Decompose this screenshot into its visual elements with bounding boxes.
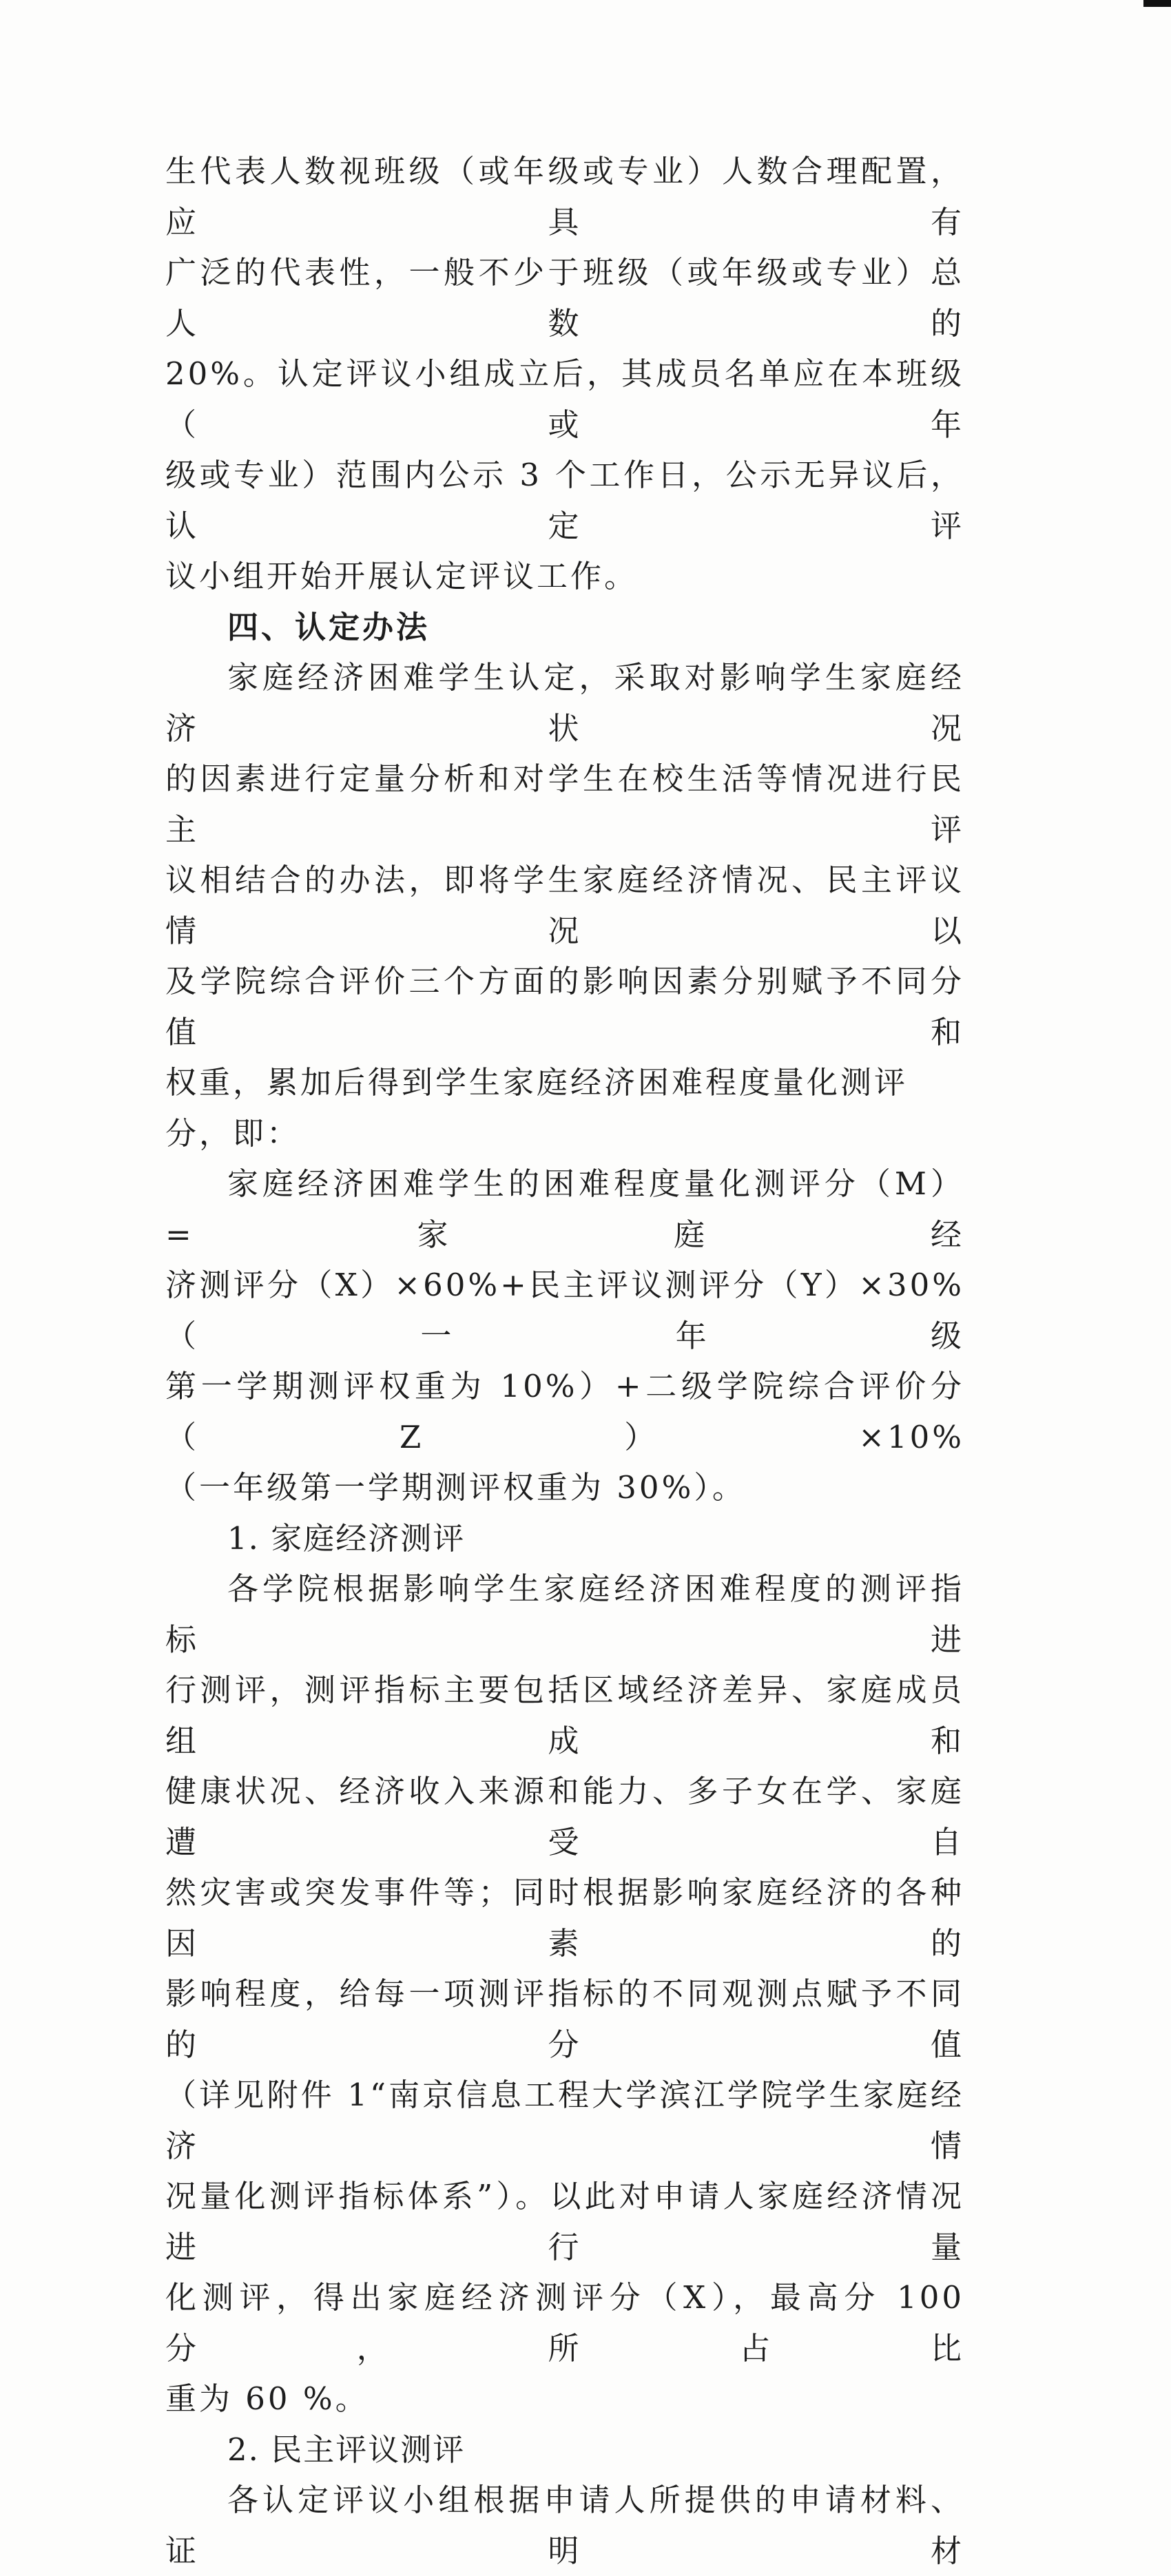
text-line: 影响程度，给每一项测评指标的不同观测点赋予不同的分值 [165, 1975, 964, 2063]
text-line: 各认定评议小组根据申请人所提供的申请材料、证明材 [165, 2482, 964, 2569]
text-line: 议小组开始开展认定评议工作。 [165, 558, 639, 594]
text-line: 化测评，得出家庭经济测评分（X），最高分 100 分，所占比 [165, 2279, 964, 2367]
text-line: 济测评分（X）×60%+民主评议测评分（Y）×30%（一年级 [165, 1267, 964, 1354]
text-line: （一年级第一学期测评权重为 30%）。 [165, 1469, 746, 1506]
paragraph-democratic-review-assessment [165, 2475, 964, 2576]
text-line: 家庭经济困难学生认定，采取对影响学生家庭经济状况 [165, 659, 964, 747]
text-line: 权重，累加后得到学生家庭经济困难程度量化测评分，即： [165, 1064, 909, 1152]
text-line: 健康状况、经济收入来源和能力、多子女在学、家庭遭受自 [165, 1773, 964, 1860]
subheading-democratic-review-assessment: 2. 民主评议测评 [227, 2431, 466, 2468]
subheading-family-economic-assessment: 1. 家庭经济测评 [227, 1519, 466, 1557]
text-line: 20%。认定评议小组成立后，其成员名单应在本班级（或年 [165, 355, 964, 443]
text-line: 各学院根据影响学生家庭经济困难程度的测评指标进 [165, 1570, 964, 1658]
text-line: 重为 60 %。 [165, 2380, 369, 2417]
text-line: 家庭经济困难学生的困难程度量化测评分（M）=家庭经 [165, 1165, 964, 1253]
text-line: 然灾害或突发事件等；同时根据影响家庭经济的各种因素的 [165, 1874, 964, 1962]
text-line: （详见附件 1“南京信息工程大学滨江学院学生家庭经济情 [165, 2077, 964, 2164]
text-line: 级或专业）范围内公示 3 个工作日，公示无异议后，认定评 [165, 457, 964, 544]
text-line: 生代表人数视班级（或年级或专业）人数合理配置，应具有 [165, 153, 964, 240]
text-line: 议相结合的办法，即将学生家庭经济情况、民主评议情况以 [165, 862, 964, 949]
paragraph-score-formula [165, 1159, 964, 1513]
text-line: 广泛的代表性，一般不少于班级（或年级或专业）总人数的 [165, 254, 964, 342]
text-line: 的因素进行定量分析和对学生在校生活等情况进行民主评 [165, 760, 964, 848]
paragraph-committee-composition [165, 146, 964, 602]
text-line: 况量化测评指标体系”）。以此对申请人家庭经济情况进行量 [165, 2178, 964, 2265]
paragraph-family-economic-assessment [165, 1564, 964, 2424]
scan-corner-mark [1143, 0, 1171, 7]
text-line: 第一学期测评权重为 10%）+二级学院综合评价分（Z）×10% [165, 1368, 964, 1455]
section-heading-method: 四、认定办法 [227, 608, 431, 645]
document-page [165, 146, 964, 2576]
paragraph-method-intro [165, 652, 964, 1159]
text-line: 行测评，测评指标主要包括区域经济差异、家庭成员组成和 [165, 1672, 964, 1759]
text-line: 及学院综合评价三个方面的影响因素分别赋予不同分值和 [165, 963, 964, 1050]
